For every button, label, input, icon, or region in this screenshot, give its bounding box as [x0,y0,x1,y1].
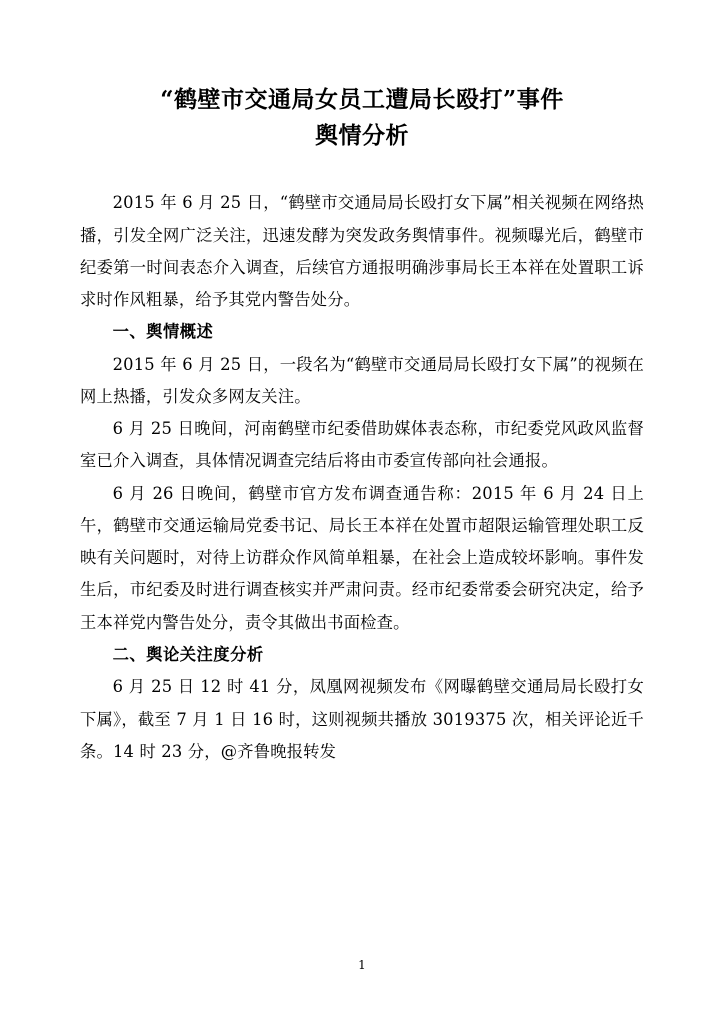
page-title-line-1: “鹤壁市交通局女员工遭局长殴打”事件 [160,86,564,113]
page-title-line-2: 舆情分析 [315,121,409,149]
paragraph-4: 6 月 25 日 12 时 41 分，凤凰网视频发布《网曝鹤壁交通局局长殴打女下属》，截至 7 月 1 日 16 时，这则视频共播放 3019375 次，相关评论近千条。14 时 23 分，@齐鲁晚报转发 [80,677,644,761]
section-heading-2: 二、舆论关注度分析 [112,645,264,664]
document-body [80,187,644,768]
section-heading-1: 一、舆情概述 [112,322,214,342]
paragraph-2: 6 月 25 日晚间，河南鹤壁市纪委借助媒体表态称，市纪委党风政风监督室已介入调查，具体情况调查完结后将由市委宣传部向社会通报。 [80,419,644,471]
paragraph-1: 2015 年 6 月 25 日，一段名为“鹤壁市交通局局长殴打女下属”的视频在网上热播，引发众多网友关注。 [80,354,644,406]
page-number: 1 [358,958,366,972]
paragraph-intro: 2015 年 6 月 25 日，“鹤壁市交通局局长殴打女下属”相关视频在网络热播，引发全网广泛关注，迅速发酵为突发政务舆情事件。视频曝光后，鹤壁市纪委第一时间表态介入调查，后续官方通报明确涉事局长王本祥在处置职工诉求时作风粗暴，给予其党内警告处分。 [80,193,644,310]
paragraph-3: 6 月 26 日晚间，鹤壁市官方发布调查通告称：2015 年 6 月 24 日上午，鹤壁市交通运输局党委书记、局长王本祥在处置市超限运输管理处职工反映有关问题时，对待上访群众作风简单粗暴，在社会上造成较坏影响。事件发生后，市纪委及时进行调查核实并严肃问责。经市纪委常委会研究决定，给予王本祥党内警告处分，责令其做出书面检查。 [80,483,644,632]
page-title [80,82,644,153]
